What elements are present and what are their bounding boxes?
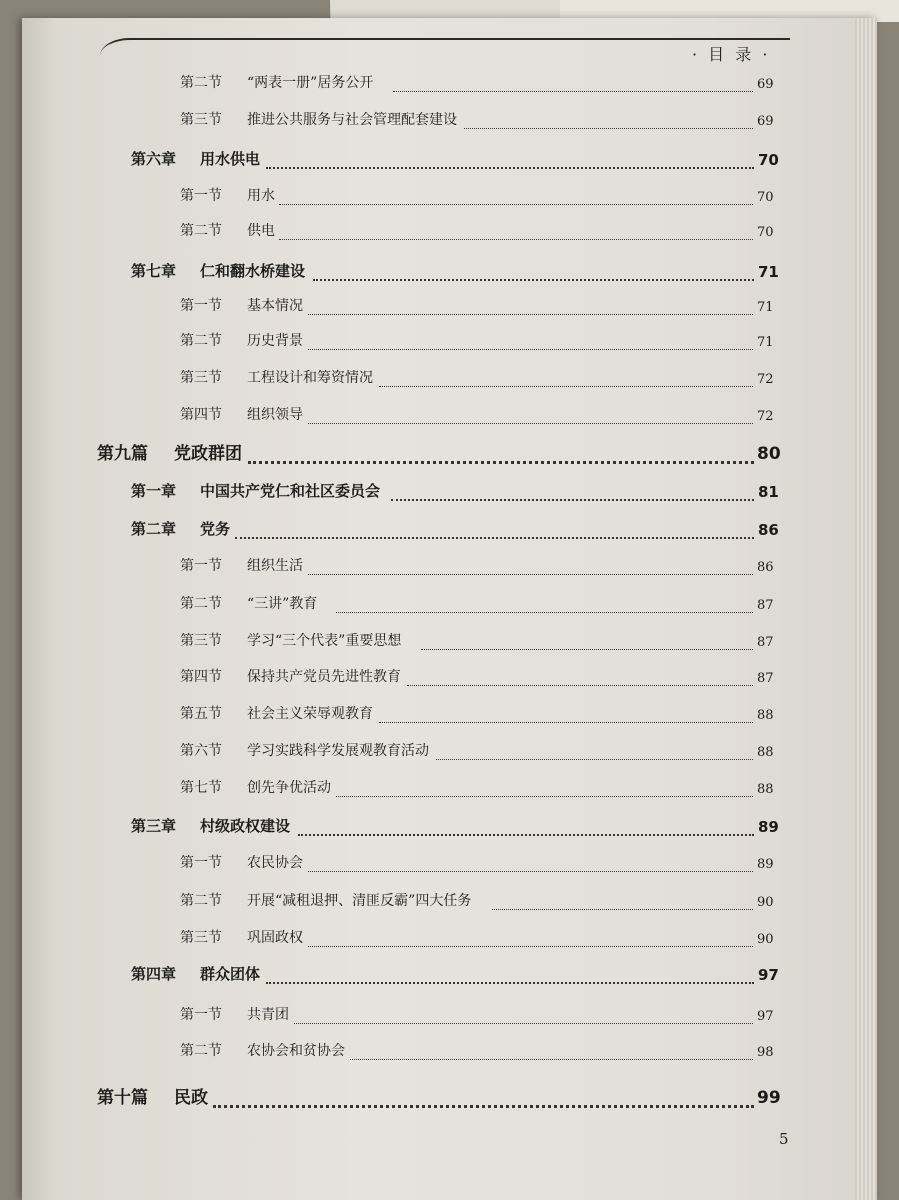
- toc-entry-page: 88: [757, 745, 774, 760]
- toc-entry-page: 71: [757, 335, 774, 350]
- toc-entry-number: 第二节: [180, 596, 222, 612]
- toc-entry-number: 第四章: [131, 965, 177, 983]
- toc-entry-page: 87: [757, 598, 774, 613]
- toc-entry: [22, 734, 877, 764]
- toc-leader-dots: [248, 461, 754, 464]
- toc-entry-page: 97: [758, 966, 779, 984]
- toc-entry-title: 中国共产党仁和社区委员会: [200, 482, 381, 500]
- toc-leader-dots: [308, 314, 753, 315]
- toc-entry-page: 87: [757, 671, 774, 686]
- toc-entry-title: 仁和翻水桥建设: [200, 262, 306, 280]
- toc-entry: [22, 214, 877, 244]
- toc-entry-number: 第二节: [180, 223, 222, 239]
- toc-entry-number: 第七节: [180, 780, 222, 796]
- toc-entry-title: 开展“减租退押、清匪反霸”四大任务: [247, 893, 472, 909]
- toc-entry-title: 组织生活: [247, 558, 303, 574]
- toc-entry-number: 第六节: [180, 743, 222, 759]
- toc-entry-title: “两表一册”居务公开: [247, 75, 374, 91]
- toc-entry-number: 第三节: [180, 112, 222, 128]
- toc-leader-dots: [266, 167, 754, 169]
- table-of-contents: [22, 18, 877, 1200]
- toc-entry-page: 87: [757, 635, 774, 650]
- toc-entry-page: 86: [758, 521, 779, 539]
- toc-leader-dots: [336, 796, 753, 797]
- toc-entry-number: 第六章: [131, 150, 177, 168]
- toc-entry-page: 89: [757, 857, 774, 872]
- toc-entry-number: 第一节: [180, 558, 222, 574]
- toc-entry-page: 90: [757, 932, 774, 947]
- toc-entry: [22, 624, 877, 654]
- toc-leader-dots: [308, 946, 753, 947]
- toc-leader-dots: [336, 612, 753, 613]
- toc-entry-page: 70: [758, 151, 779, 169]
- toc-entry: [22, 66, 877, 96]
- toc-entry-page: 69: [757, 77, 774, 92]
- toc-entry-title: “三讲”教育: [247, 596, 318, 612]
- toc-entry-page: 69: [757, 114, 774, 129]
- toc-entry-number: 第四节: [180, 407, 222, 423]
- toc-entry: [22, 549, 877, 579]
- toc-entry: [22, 143, 877, 173]
- toc-entry-title: 供电: [247, 223, 275, 239]
- toc-leader-dots: [279, 239, 753, 240]
- toc-entry-title: 村级政权建设: [200, 817, 291, 835]
- toc-entry: [22, 103, 877, 133]
- book-page: [22, 18, 877, 1200]
- toc-leader-dots: [350, 1059, 753, 1060]
- toc-entry-number: 第二节: [180, 333, 222, 349]
- toc-leader-dots: [308, 423, 753, 424]
- toc-leader-dots: [308, 349, 753, 350]
- toc-entry-title: 推进公共服务与社会管理配套建设: [247, 112, 457, 128]
- toc-leader-dots: [393, 91, 753, 92]
- toc-leader-dots: [379, 386, 753, 387]
- toc-entry: [22, 771, 877, 801]
- toc-entry-page: 80: [757, 444, 781, 464]
- toc-entry-number: 第七章: [131, 262, 177, 280]
- toc-entry-number: 第三节: [180, 633, 222, 649]
- toc-entry-title: 学习实践科学发展观教育活动: [247, 743, 429, 759]
- toc-entry-title: 农协会和贫协会: [247, 1043, 345, 1059]
- toc-entry-number: 第三节: [180, 370, 222, 386]
- toc-entry: [22, 1034, 877, 1064]
- toc-entry-number: 第二章: [131, 520, 177, 538]
- toc-entry-page: 99: [757, 1088, 781, 1108]
- toc-entry: [22, 361, 877, 391]
- toc-leader-dots: [436, 759, 753, 760]
- toc-entry-title: 学习“三个代表”重要思想: [247, 633, 402, 649]
- toc-entry: [22, 1082, 877, 1112]
- toc-entry-page: 98: [757, 1045, 774, 1060]
- toc-entry: [22, 179, 877, 209]
- toc-entry-number: 第九篇: [97, 444, 148, 464]
- toc-entry-number: 第二节: [180, 75, 222, 91]
- toc-leader-dots: [407, 685, 753, 686]
- toc-entry-number: 第五节: [180, 706, 222, 722]
- toc-entry-number: 第四节: [180, 669, 222, 685]
- toc-entry-number: 第三章: [131, 817, 177, 835]
- toc-entry-title: 社会主义荣辱观教育: [247, 706, 373, 722]
- toc-entry: [22, 289, 877, 319]
- toc-entry-page: 72: [757, 372, 774, 387]
- toc-leader-dots: [213, 1105, 754, 1108]
- toc-entry: [22, 255, 877, 285]
- toc-leader-dots: [308, 574, 753, 575]
- toc-entry: [22, 810, 877, 840]
- toc-entry-title: 用水供电: [200, 150, 261, 168]
- toc-entry-page: 70: [757, 225, 774, 240]
- toc-entry-page: 72: [757, 409, 774, 424]
- toc-entry-number: 第三节: [180, 930, 222, 946]
- toc-entry-number: 第一章: [131, 482, 177, 500]
- toc-entry-number: 第一节: [180, 298, 222, 314]
- toc-entry-page: 71: [758, 263, 779, 281]
- toc-entry: [22, 660, 877, 690]
- toc-entry: [22, 324, 877, 354]
- toc-entry-page: 71: [757, 300, 774, 315]
- toc-entry-title: 巩固政权: [247, 930, 303, 946]
- toc-entry-number: 第一节: [180, 188, 222, 204]
- toc-entry: [22, 958, 877, 988]
- toc-entry-title: 党务: [200, 520, 231, 538]
- toc-entry: [22, 438, 877, 468]
- toc-leader-dots: [298, 834, 754, 836]
- toc-entry: [22, 846, 877, 876]
- toc-entry: [22, 998, 877, 1028]
- toc-entry-title: 创先争优活动: [247, 780, 331, 796]
- toc-leader-dots: [294, 1023, 753, 1024]
- toc-entry: [22, 697, 877, 727]
- toc-entry-page: 88: [757, 782, 774, 797]
- toc-entry-title: 工程设计和筹资情况: [247, 370, 373, 386]
- toc-entry-page: 89: [758, 818, 779, 836]
- toc-entry-number: 第一节: [180, 855, 222, 871]
- toc-entry-title: 农民协会: [247, 855, 303, 871]
- toc-entry: [22, 587, 877, 617]
- toc-entry-title: 历史背景: [247, 333, 303, 349]
- toc-leader-dots: [421, 649, 753, 650]
- toc-leader-dots: [235, 537, 754, 539]
- toc-entry-title: 党政群团: [174, 444, 242, 464]
- toc-entry-number: 第二节: [180, 893, 222, 909]
- toc-entry-number: 第十篇: [97, 1088, 148, 1108]
- toc-entry-title: 基本情况: [247, 298, 303, 314]
- page-header-title: · 目 录 ·: [692, 45, 771, 64]
- toc-entry-title: 用水: [247, 188, 275, 204]
- toc-entry-number: 第二节: [180, 1043, 222, 1059]
- toc-entry-title: 民政: [174, 1088, 208, 1108]
- toc-entry-page: 70: [757, 190, 774, 205]
- toc-entry: [22, 475, 877, 505]
- page-number: 5: [779, 1130, 789, 1148]
- toc-entry: [22, 513, 877, 543]
- toc-entry-title: 保持共产党员先进性教育: [247, 669, 401, 685]
- toc-leader-dots: [464, 128, 753, 129]
- toc-leader-dots: [391, 499, 754, 501]
- toc-entry-page: 97: [757, 1009, 774, 1024]
- toc-leader-dots: [279, 204, 753, 205]
- toc-leader-dots: [266, 982, 754, 984]
- toc-leader-dots: [313, 279, 754, 281]
- toc-entry-page: 86: [757, 560, 774, 575]
- toc-leader-dots: [492, 909, 753, 910]
- toc-leader-dots: [379, 722, 753, 723]
- toc-entry: [22, 884, 877, 914]
- toc-entry-page: 88: [757, 708, 774, 723]
- toc-entry-number: 第一节: [180, 1007, 222, 1023]
- toc-entry: [22, 921, 877, 951]
- toc-entry-title: 群众团体: [200, 965, 261, 983]
- toc-entry-title: 组织领导: [247, 407, 303, 423]
- toc-entry: [22, 398, 877, 428]
- toc-leader-dots: [308, 871, 753, 872]
- toc-entry-page: 81: [758, 483, 779, 501]
- toc-entry-title: 共青团: [247, 1007, 289, 1023]
- toc-entry-page: 90: [757, 895, 774, 910]
